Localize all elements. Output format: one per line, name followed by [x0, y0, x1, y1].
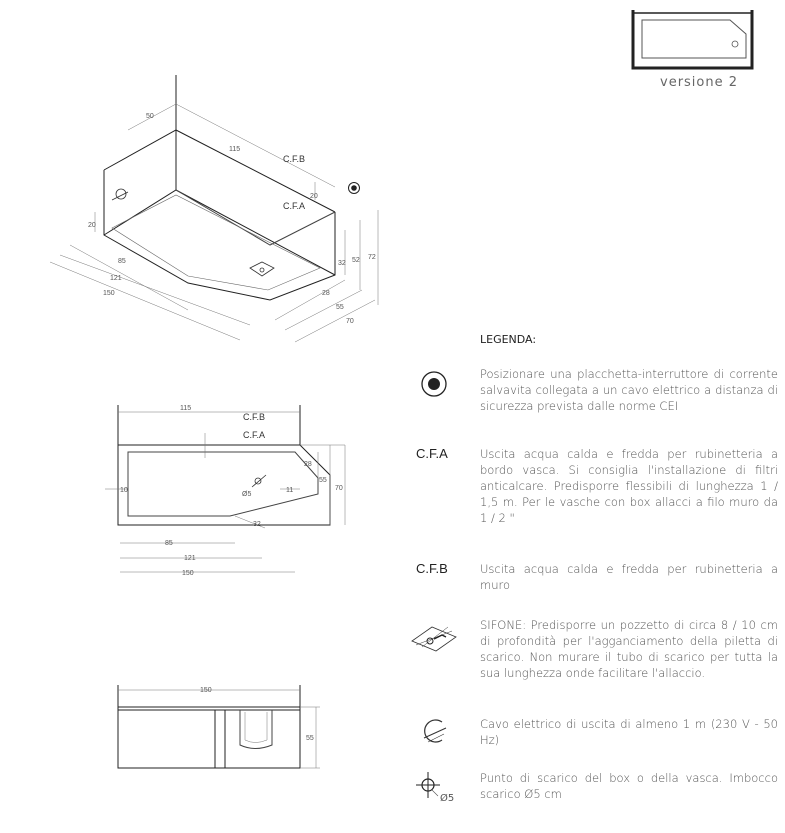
legend-item-cable-text: Cavo elettrico di uscita di almeno 1 m (230 V - 50 Hz)	[480, 717, 778, 747]
iso-dim-55: 55	[336, 304, 344, 311]
top-dim-10: 10	[120, 487, 128, 494]
iso-dim-32: 32	[338, 260, 346, 267]
legend-code-cfb: C.F.B	[416, 561, 448, 576]
iso-dim-115: 115	[229, 146, 241, 153]
drain-point-icon	[414, 768, 462, 804]
top-dim-70: 70	[335, 485, 343, 492]
legend-item-socket-text: Posizionare una placchetta-interruttore di corrente salvavita collegata a un cavo elettrico a distanza di sicurezza prevista dalle norme CEI	[480, 367, 778, 413]
front-dim-55: 55	[306, 735, 314, 742]
drain-symbol-label: Ø5	[440, 793, 455, 804]
top-dim-85: 85	[165, 540, 173, 547]
iso-dim-52: 52	[352, 257, 360, 264]
iso-dim-72: 72	[368, 254, 376, 261]
top-drain-label: Ø5	[242, 491, 252, 498]
top-cfa-label: C.F.A	[243, 430, 266, 440]
legend-title: LEGENDA:	[480, 333, 537, 346]
top-dim-121: 121	[184, 555, 196, 562]
iso-dim-20b: 20	[88, 222, 96, 229]
legend-item-drain-text: Punto di scarico del box o della vasca. Imbocco scarico Ø5 cm	[480, 771, 778, 801]
legend-item-cfb-text: Uscita acqua calda e fredda per rubinetteria a muro	[480, 562, 778, 592]
top-dim-32: 32	[253, 521, 261, 528]
iso-dim-121: 121	[110, 275, 122, 282]
iso-dim-85: 85	[118, 258, 126, 265]
electric-cable-icon	[416, 714, 450, 748]
top-dim-55: 55	[319, 477, 327, 484]
iso-cfb-label: C.F.B	[283, 154, 306, 164]
front-dim-150: 150	[200, 687, 212, 694]
iso-dim-150: 150	[103, 290, 115, 297]
legend-item-cfa-text: Uscita acqua calda e fredda per rubinetteria a bordo vasca. Si consiglia l'installazione di filtri anticalcare. Predisporre flessibili di lunghezza 1 / 1,5 m. Per le vasche con box allacci a filo muro da 1 / 2 "	[480, 447, 778, 525]
top-dim-150: 150	[182, 570, 194, 577]
version-label: versione 2	[660, 75, 739, 90]
iso-dim-70: 70	[346, 318, 354, 325]
wall-socket-icon	[420, 370, 450, 400]
legend-item-siphon-text: SIFONE: Predisporre un pozzetto di circa 8 / 10 cm di profondità per l'agganciamento della piletta di scarico. Non murare il tubo di scarico per tutta la sua lunghezza onde facilitare l'allaccio.	[480, 618, 778, 680]
legend-code-cfa: C.F.A	[416, 446, 448, 461]
top-dim-28: 28	[304, 461, 312, 468]
siphon-icon	[408, 615, 460, 655]
iso-dim-28: 28	[322, 290, 330, 297]
iso-dim-20a: 20	[310, 193, 318, 200]
iso-cfa-label: C.F.A	[283, 201, 306, 211]
iso-dim-50: 50	[146, 113, 154, 120]
top-dim-11: 11	[286, 487, 294, 494]
top-dim-115: 115	[180, 405, 192, 412]
top-cfb-label: C.F.B	[243, 412, 266, 422]
